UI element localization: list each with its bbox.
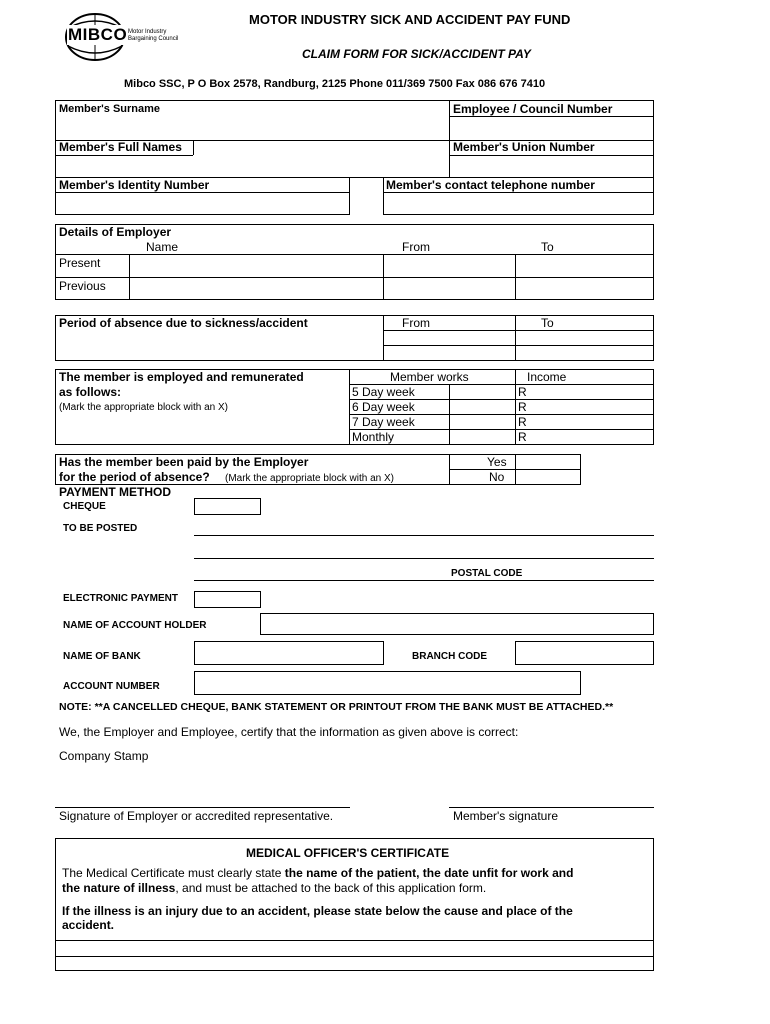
branch-code-label: BRANCH CODE: [412, 651, 487, 662]
account-holder-label: NAME OF ACCOUNT HOLDER: [63, 620, 207, 631]
telephone-input[interactable]: [384, 193, 653, 214]
medical-title: MEDICAL OFFICER'S CERTIFICATE: [246, 846, 450, 860]
cheque-label: CHEQUE: [63, 501, 106, 512]
paid-yes-label: Yes: [487, 455, 507, 469]
employee-number-input[interactable]: [450, 117, 653, 140]
account-number-label: ACCOUNT NUMBER: [63, 681, 160, 692]
surname-input[interactable]: [55, 116, 450, 141]
employee-number-label: Employee / Council Number: [453, 102, 613, 116]
member-signature-label: Member's signature: [453, 809, 558, 823]
medical-paragraph-1b: [62, 881, 486, 895]
paid-no-box[interactable]: [516, 470, 580, 484]
account-holder-input[interactable]: [260, 613, 654, 635]
electronic-payment-label: ELECTRONIC PAYMENT: [63, 593, 179, 604]
postal-address-line-2[interactable]: [194, 558, 654, 559]
absence-label: Period of absence due to sickness/accident: [59, 316, 308, 330]
row-5-day-week: 5 Day week: [352, 385, 415, 399]
monthly-mark-box[interactable]: [450, 430, 515, 444]
remuneration-label-2: as follows:: [59, 385, 122, 399]
branch-code-input[interactable]: [515, 641, 654, 665]
postal-address-line-1[interactable]: [194, 535, 654, 536]
currency-r: R: [518, 400, 527, 414]
present-employer-name-input[interactable]: [130, 255, 383, 277]
income-6-day-input[interactable]: [528, 400, 653, 414]
employer-col-to: To: [541, 240, 554, 254]
attachment-note: NOTE: **A CANCELLED CHEQUE, BANK STATEMENT OR PRINTOUT FROM THE BANK MUST BE ATTACHED.**: [59, 701, 614, 713]
absence-col-to: To: [541, 316, 554, 330]
contact-address: Mibco SSC, P O Box 2578, Randburg, 2125 Phone 011/369 7500 Fax 086 676 7410: [124, 78, 546, 90]
telephone-label: Member's contact telephone number: [386, 178, 595, 192]
account-number-input[interactable]: [194, 671, 581, 695]
remuneration-label-1: The member is employed and remunerated: [59, 370, 304, 384]
present-from-input[interactable]: [384, 255, 515, 277]
five-day-mark-box[interactable]: [450, 385, 515, 399]
employer-row-present: Present: [59, 256, 101, 270]
paid-label-1: Has the member been paid by the Employer: [59, 455, 309, 469]
electronic-payment-box[interactable]: [194, 591, 261, 608]
remuneration-col-income: Income: [527, 370, 567, 384]
income-monthly-input[interactable]: [528, 430, 653, 444]
paid-label-2: for the period of absence?: [59, 470, 210, 484]
identity-number-label: Member's Identity Number: [59, 178, 210, 192]
medical-p1-text-b: the name of the patient, the date unfit for work and: [284, 866, 574, 880]
previous-employer-name-input[interactable]: [130, 278, 383, 299]
present-to-input[interactable]: [516, 255, 653, 277]
union-number-input[interactable]: [450, 156, 653, 177]
medical-paragraph-2b: accident.: [62, 918, 115, 932]
full-names-input[interactable]: [194, 141, 449, 177]
paid-note: (Mark the appropriate block with an X): [225, 473, 394, 484]
absence-to-input[interactable]: [516, 331, 653, 345]
employer-col-from: From: [402, 240, 430, 254]
medical-paragraph-2a: If the illness is an injury due to an accident, please state below the cause and place of the: [62, 904, 573, 918]
previous-to-input[interactable]: [516, 278, 653, 299]
certify-statement: We, the Employer and Employee, certify that the information as given above is correct:: [59, 725, 519, 739]
medical-paragraph-1: [62, 866, 573, 880]
accident-cause-line-2[interactable]: [56, 957, 653, 970]
income-7-day-input[interactable]: [528, 415, 653, 429]
currency-r: R: [518, 415, 527, 429]
postal-address-line-3[interactable]: [194, 580, 654, 581]
logo-line2: Bargaining Council: [128, 36, 179, 42]
form-subtitle: CLAIM FORM FOR SICK/ACCIDENT PAY: [302, 47, 531, 61]
currency-r: R: [518, 385, 527, 399]
row-6-day-week: 6 Day week: [352, 400, 415, 414]
medical-p1-text-a: The Medical Certificate must clearly state: [62, 866, 285, 880]
member-signature-line[interactable]: [449, 807, 654, 808]
row-7-day-week: 7 Day week: [352, 415, 415, 429]
payment-method-title: PAYMENT METHOD: [59, 485, 172, 499]
six-day-mark-box[interactable]: [450, 400, 515, 414]
absence-from-input[interactable]: [384, 331, 515, 345]
employer-title: Details of Employer: [59, 225, 172, 239]
bank-name-input[interactable]: [194, 641, 384, 665]
full-names-label: Member's Full Names: [59, 140, 182, 154]
postal-code-label: POSTAL CODE: [451, 568, 523, 579]
mibco-logo: [64, 12, 194, 62]
to-be-posted-label: TO BE POSTED: [63, 523, 138, 534]
employer-col-name: Name: [146, 240, 179, 254]
company-stamp-label: Company Stamp: [59, 749, 149, 763]
remuneration-col-works: Member works: [390, 370, 469, 384]
accident-cause-line-1[interactable]: [56, 941, 653, 956]
form-title: MOTOR INDUSTRY SICK AND ACCIDENT PAY FUND: [249, 12, 571, 27]
seven-day-mark-box[interactable]: [450, 415, 515, 429]
logo-text: MIBCO: [68, 25, 128, 44]
cheque-box[interactable]: [194, 498, 261, 515]
surname-label: Member's Surname: [59, 103, 161, 115]
income-5-day-input[interactable]: [528, 385, 653, 399]
row-monthly: Monthly: [352, 430, 395, 444]
medical-p1-text-c: the nature of illness: [62, 881, 176, 895]
logo-line1: Motor Industry: [128, 29, 167, 35]
previous-from-input[interactable]: [384, 278, 515, 299]
union-number-label: Member's Union Number: [453, 140, 595, 154]
bank-name-label: NAME OF BANK: [63, 651, 141, 662]
remuneration-note: (Mark the appropriate block with an X): [59, 402, 228, 413]
absence-col-from: From: [402, 316, 430, 330]
employer-signature-line[interactable]: [55, 807, 350, 808]
paid-no-label: No: [489, 470, 505, 484]
identity-number-input[interactable]: [56, 193, 349, 214]
medical-p1-text-d: , and must be attached to the back of this application form.: [175, 881, 487, 895]
paid-yes-box[interactable]: [516, 455, 580, 469]
employer-row-previous: Previous: [59, 279, 106, 293]
employer-signature-label: Signature of Employer or accredited representative.: [59, 809, 334, 823]
currency-r: R: [518, 430, 527, 444]
